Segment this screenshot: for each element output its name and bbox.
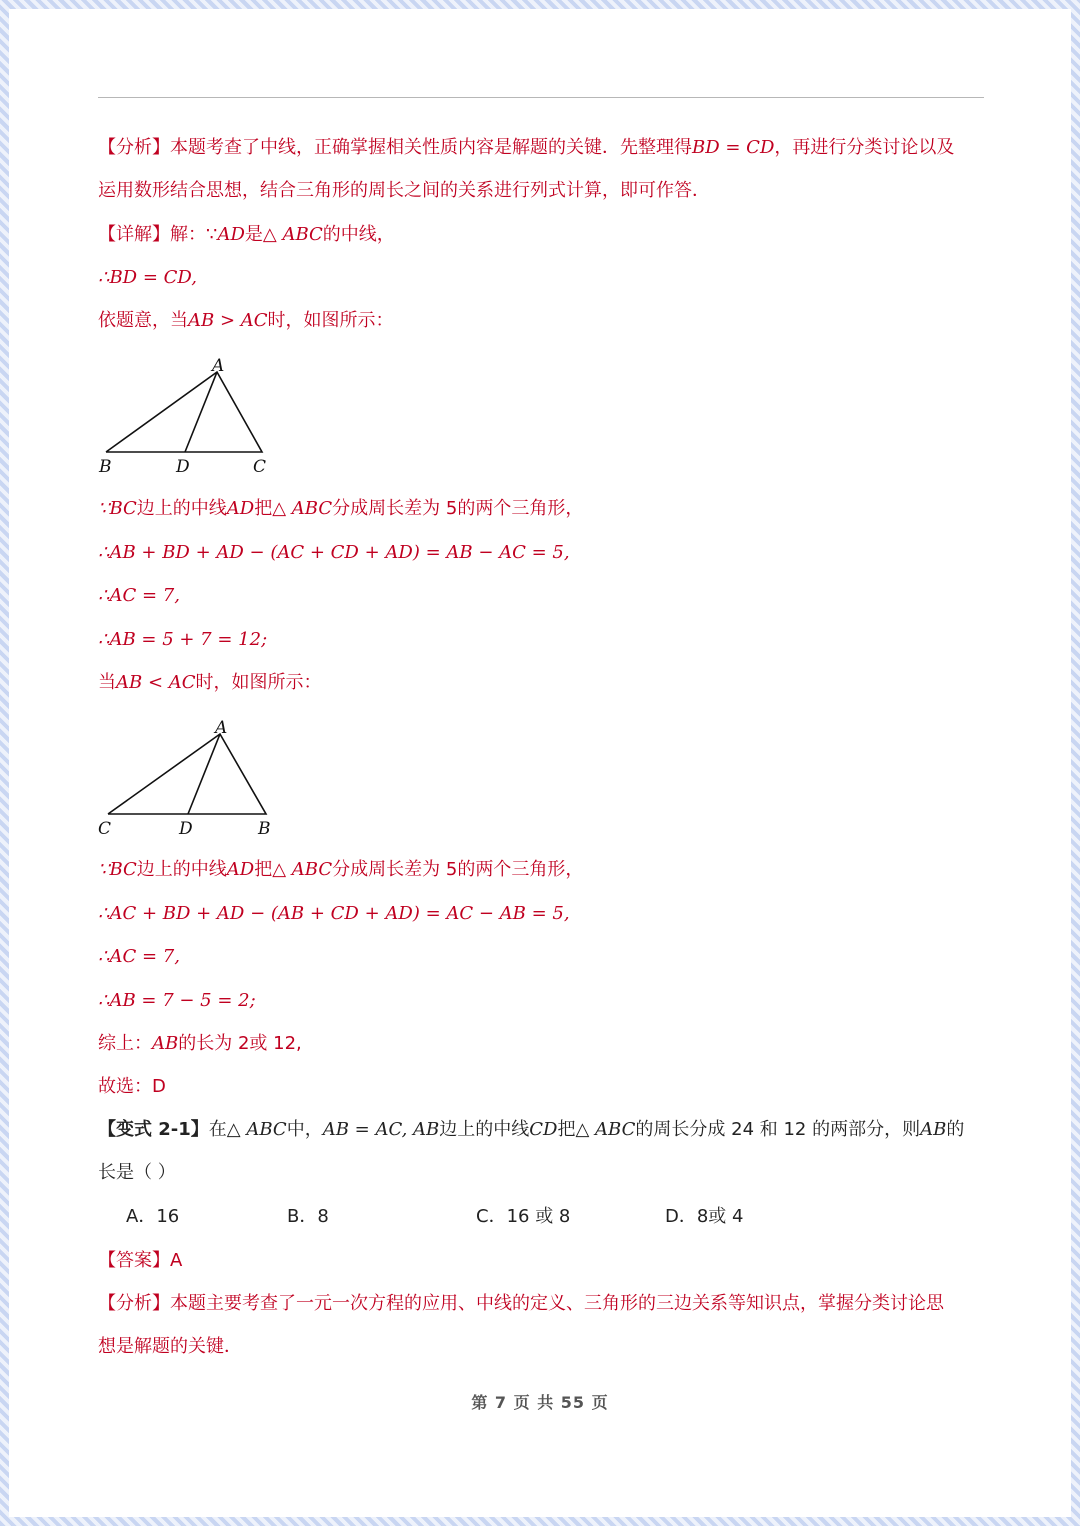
- triangle-2-outline: [108, 734, 266, 814]
- case2-intro: 当AB < AC时，如图所示：: [98, 672, 322, 693]
- vertex-label: C: [253, 457, 267, 477]
- header-rule: [98, 97, 984, 98]
- vertex-label: D: [179, 819, 193, 839]
- vertex-label: A: [212, 356, 225, 376]
- bd-equals-cd: ∴BD = CD,: [98, 267, 197, 288]
- detail-label: 【详解】: [98, 224, 170, 245]
- case1-line-3: ∴AC = 7,: [98, 585, 180, 606]
- variant-question-line-2: 长是（ ）: [98, 1162, 176, 1183]
- choice-line: 故选：D: [98, 1076, 166, 1097]
- option-b: B．8: [287, 1206, 329, 1227]
- analysis2-line-1: 【分析】本题主要考查了一元一次方程的应用、中线的定义、三角形的三边关系等知识点，掌握分类讨论思: [98, 1293, 944, 1314]
- case2-line-1: ∵BC边上的中线AD把△ ABC分成周长差为 5的两个三角形，: [98, 859, 584, 880]
- answer-options: [0, 1204, 1080, 1230]
- vertex-label: D: [176, 457, 190, 477]
- variant-question-line-1: 【变式 2-1】在△ ABC中，AB = AC, AB边上的中线CD把△ ABC的周长分成 24 和 12 的两部分，则AB的: [98, 1119, 965, 1140]
- variant-label: 【变式 2-1】: [98, 1119, 209, 1140]
- case2-line-3: ∴AC = 7,: [98, 946, 180, 967]
- detail-line-1: 【详解】解：∵AD是△ ABC的中线，: [98, 224, 395, 245]
- case1-line-4: ∴AB = 5 + 7 = 12;: [98, 629, 268, 650]
- option-d: D．8或 4: [665, 1206, 744, 1227]
- case2-line-4: ∴AB = 7 − 5 = 2;: [98, 990, 256, 1011]
- answer-line: 【答案】A: [98, 1250, 183, 1271]
- case1-intro: 依题意，当AB > AC时，如图所示：: [98, 310, 394, 331]
- analysis2-line-2: 想是解题的关键．: [98, 1336, 242, 1357]
- page-number-footer: 第 7 页 共 55 页: [471, 1393, 609, 1412]
- triangle-figure-1: [96, 352, 276, 480]
- analysis-line-1: 【分析】本题考查了中线，正确掌握相关性质内容是解题的关键．先整理得BD = CD，再进行分类讨论以及: [98, 137, 955, 158]
- analysis-label: 【分析】: [98, 137, 170, 158]
- analysis-line-2: 运用数形结合思想，结合三角形的周长之间的关系进行列式计算，即可作答．: [98, 180, 710, 201]
- vertex-label: C: [98, 819, 112, 839]
- case1-line-1: ∵BC边上的中线AD把△ ABC分成周长差为 5的两个三角形，: [98, 498, 584, 519]
- case1-line-2: ∴AB + BD + AD − (AC + CD + AD) = AB − AC = 5,: [98, 542, 570, 563]
- vertex-label: B: [258, 819, 271, 839]
- analysis-label: 【分析】: [98, 1293, 170, 1314]
- vertex-label: A: [215, 718, 228, 738]
- vertex-label: B: [99, 457, 112, 477]
- case2-line-2: ∴AC + BD + AD − (AB + CD + AD) = AC − AB = 5,: [98, 903, 570, 924]
- triangle-1-outline: [106, 372, 262, 452]
- option-a: A．16: [126, 1206, 180, 1227]
- summary-line: 综上：AB的长为 2或 12,: [98, 1033, 302, 1054]
- option-c: C．16 或 8: [476, 1206, 571, 1227]
- triangle-figure-2: [96, 714, 276, 842]
